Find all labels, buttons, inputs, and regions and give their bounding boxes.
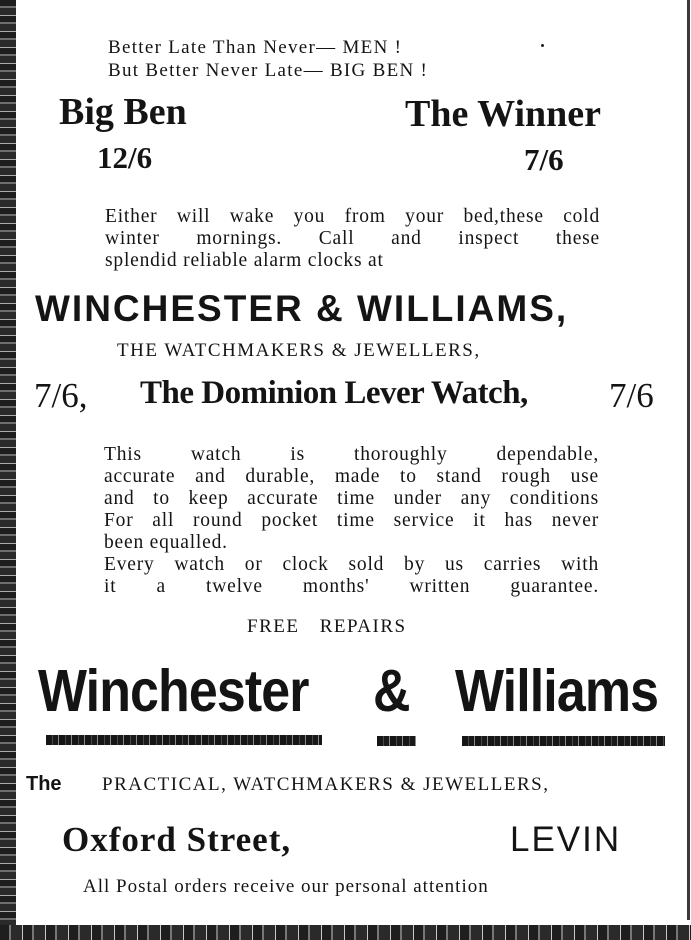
- left-border: [0, 0, 16, 940]
- practical-the: The: [26, 773, 62, 795]
- underline-rule-right: [462, 736, 665, 746]
- clock-price-the-winner: 7/6: [524, 142, 564, 177]
- intro-paragraph: [105, 206, 600, 272]
- shop-subtitle: THE WATCHMAKERS & JEWELLERS,: [117, 340, 481, 361]
- description-line-2: accurate and durable, made to stand rough use: [104, 466, 599, 487]
- right-border: [687, 0, 690, 920]
- description-line-5: been equalled.: [104, 532, 228, 553]
- intro-line-3: splendid reliable alarm clocks at: [105, 250, 384, 271]
- clock-name-big-ben: Big Ben: [59, 91, 187, 133]
- description-line-6: Every watch or clock sold by us carries with: [104, 554, 599, 575]
- practical-text: PRACTICAL, WATCHMAKERS & JEWELLERS,: [102, 774, 550, 795]
- watch-price-left: 7/6,: [34, 376, 88, 415]
- speck: [541, 44, 544, 47]
- description-paragraph: [104, 444, 599, 598]
- watch-price-right: 7/6: [609, 376, 654, 415]
- clock-name-the-winner: The Winner: [405, 93, 602, 135]
- address-town: LEVIN: [510, 820, 622, 859]
- description-line-4: For all round pocket time service it has never: [104, 510, 599, 531]
- banner-ampersand: &: [373, 658, 410, 724]
- free-repairs: FREE REPAIRS: [247, 616, 407, 637]
- description-line-1: This watch is thoroughly dependable,: [104, 444, 599, 465]
- tagline-line-1: Better Late Than Never— MEN !: [108, 37, 403, 58]
- intro-line-1: Either will wake you from your bed,these cold: [105, 206, 600, 227]
- footer-note: All Postal orders receive our personal attention: [83, 876, 489, 897]
- shop-name-heading: WINCHESTER & WILLIAMS,: [35, 288, 569, 329]
- banner-williams: Williams: [455, 658, 659, 724]
- address-street: Oxford Street,: [62, 820, 292, 859]
- banner-winchester: Winchester: [38, 658, 309, 724]
- underline-rule-left: [46, 735, 322, 745]
- clock-price-big-ben: 12/6: [97, 140, 153, 175]
- description-line-3: and to keep accurate time under any conditions: [104, 488, 599, 509]
- underline-rule-middle: [377, 736, 416, 746]
- tagline-line-2: But Better Never Late— BIG BEN !: [108, 60, 429, 81]
- description-line-7: it a twelve months' written guarantee.: [104, 576, 599, 597]
- intro-line-2: winter mornings. Call and inspect these: [105, 228, 600, 249]
- watch-name: The Dominion Lever Watch,: [140, 375, 528, 411]
- bottom-border: [0, 925, 691, 940]
